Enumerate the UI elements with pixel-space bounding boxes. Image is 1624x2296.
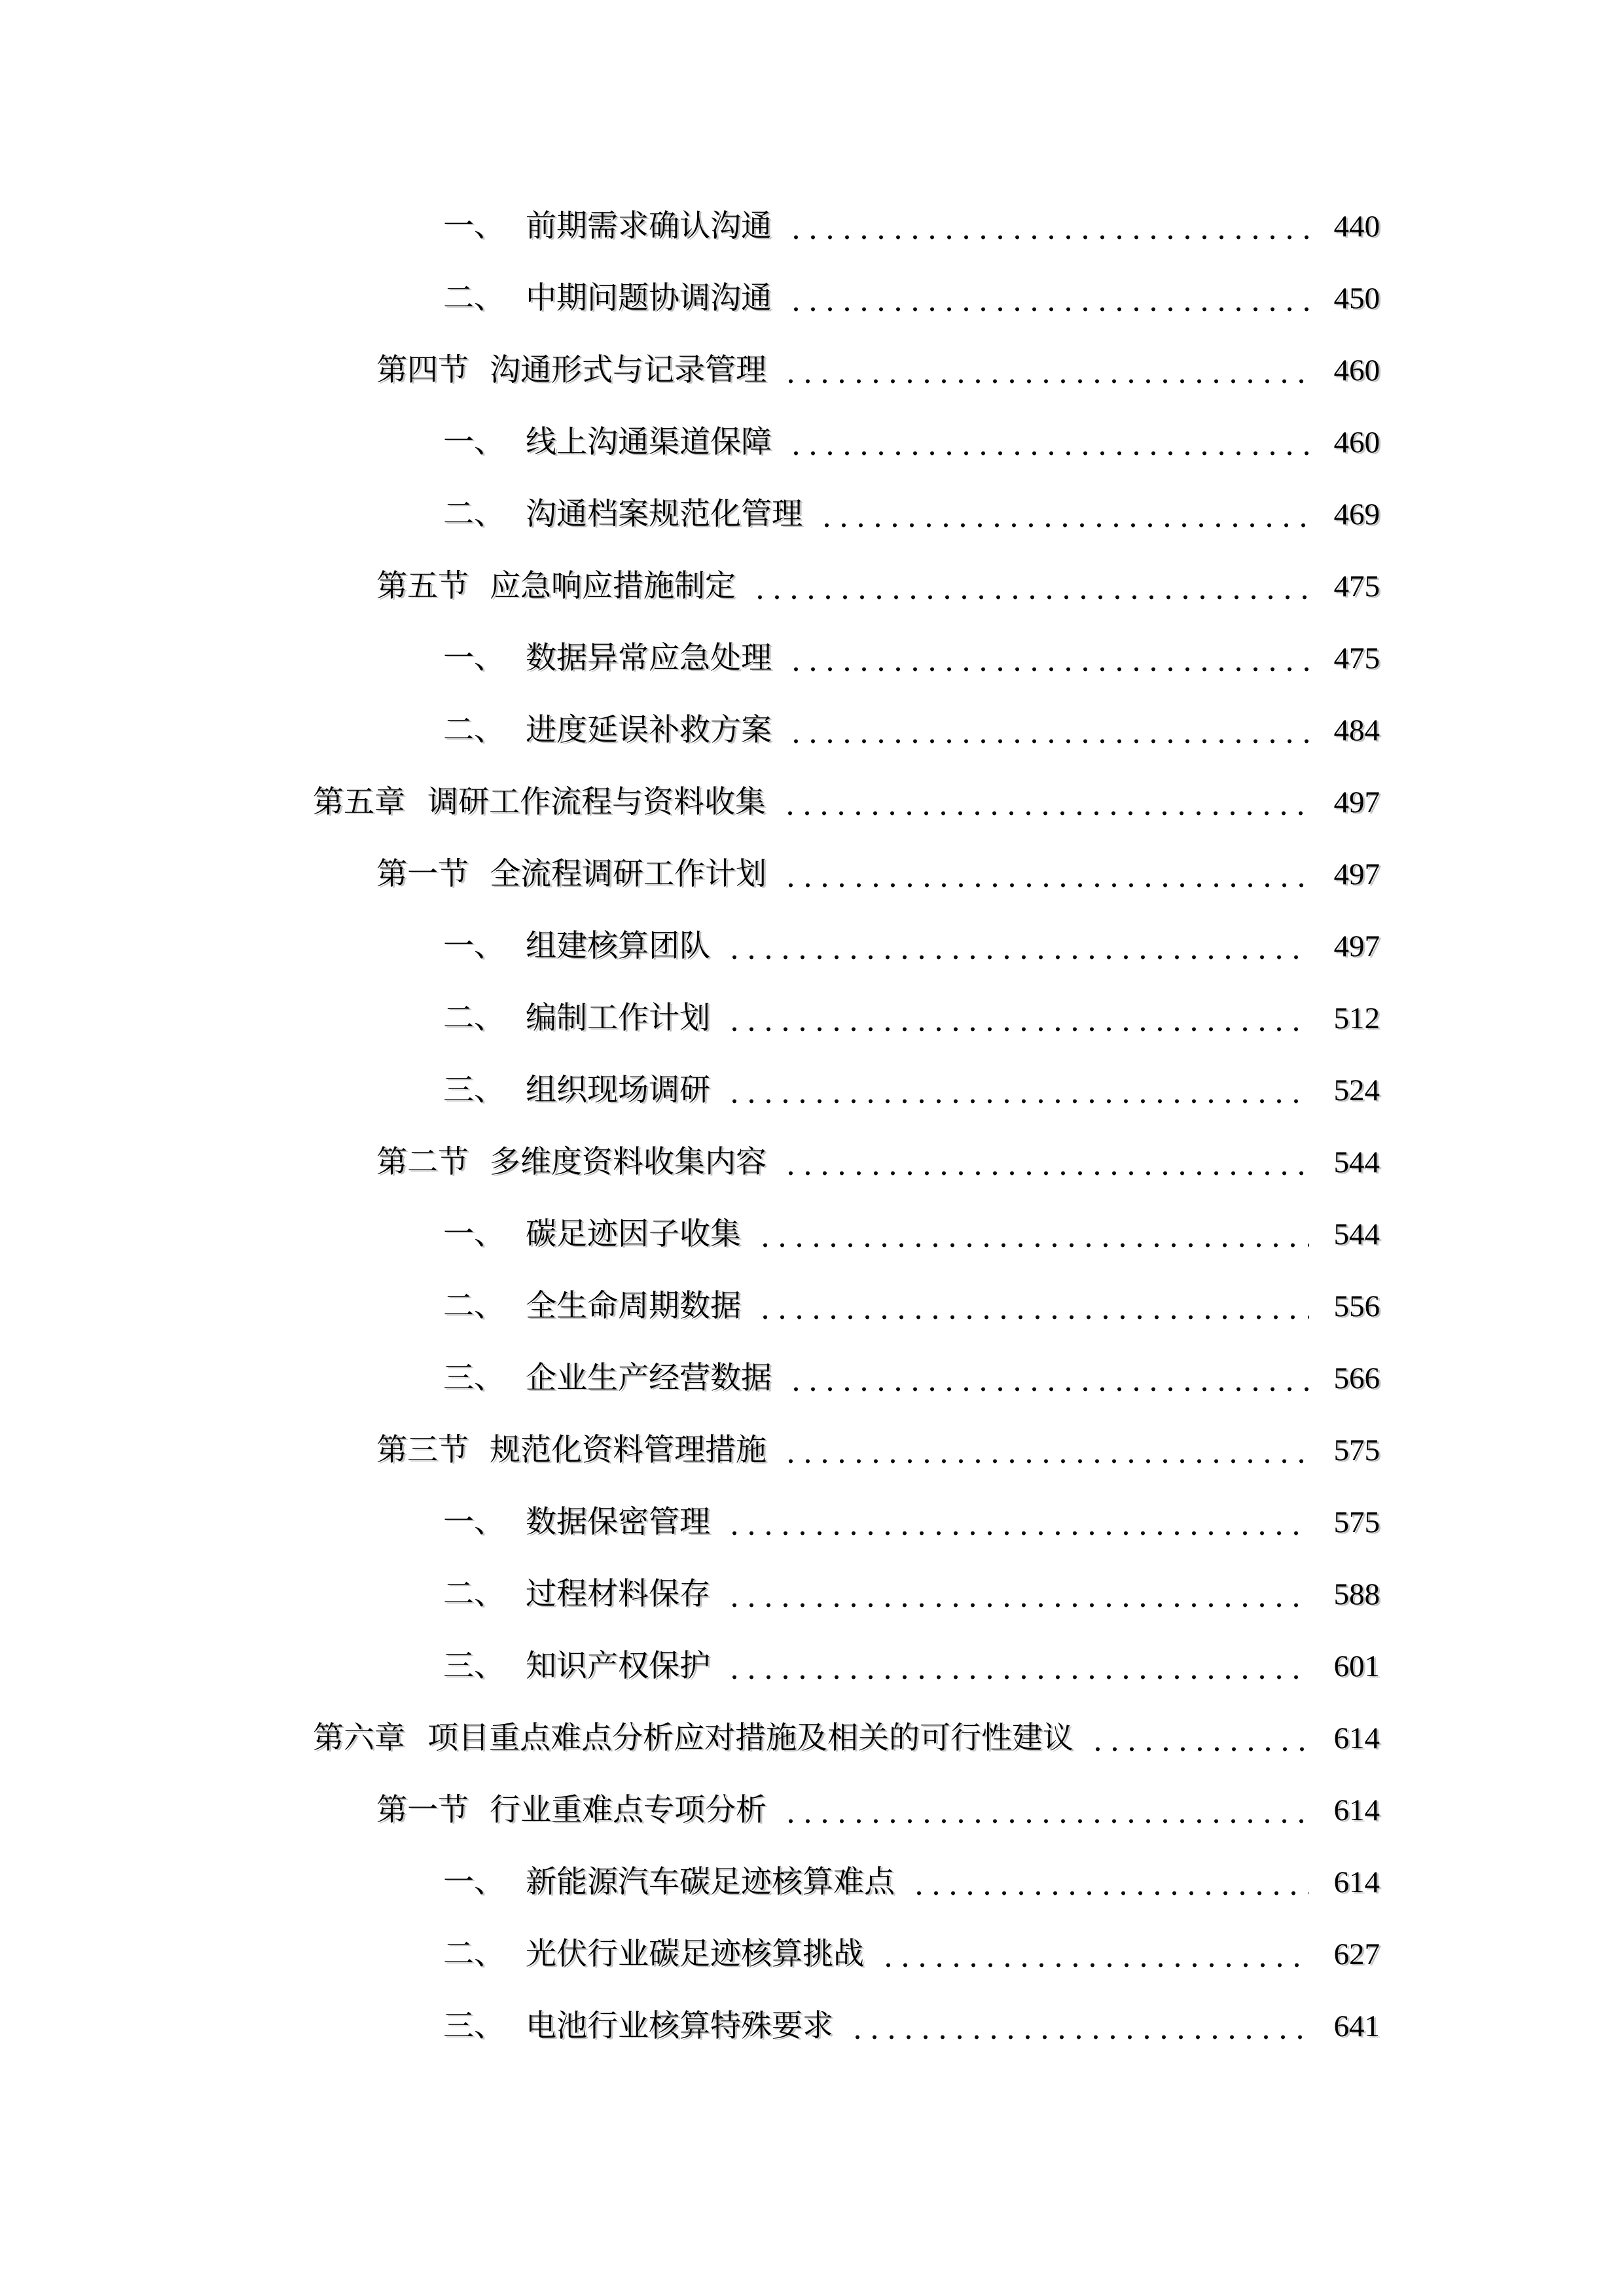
- toc-entry-label: 三、: [443, 1361, 505, 1395]
- toc-entry-label: 二、: [443, 1937, 505, 1971]
- toc-entry-page: 512: [1333, 1001, 1380, 1035]
- toc-entry[interactable]: [313, 1054, 1380, 1126]
- dot-leader-icon: [787, 715, 1309, 746]
- toc-entry[interactable]: [313, 622, 1380, 694]
- toc-entry-page: 544: [1333, 1145, 1380, 1179]
- toc-entry-label: 一、: [443, 1217, 505, 1251]
- dot-leader-icon: [726, 1651, 1309, 1682]
- toc-entry-page: 524: [1333, 1073, 1380, 1107]
- toc-entry[interactable]: [313, 910, 1380, 982]
- toc-entry[interactable]: [313, 1414, 1380, 1486]
- dot-leader-icon: [787, 1363, 1309, 1394]
- toc-entry-label: 第五节: [376, 569, 469, 603]
- toc-entry-label: 第二节: [376, 1145, 469, 1179]
- toc-entry-page: 556: [1333, 1289, 1380, 1323]
- toc-entry-label: 一、: [443, 209, 505, 243]
- toc-entry-title: 全生命周期数据: [526, 1289, 741, 1323]
- toc-entry-title: 编制工作计划: [526, 1001, 710, 1035]
- toc-entry[interactable]: [313, 1990, 1380, 2062]
- toc-entry-title: 知识产权保护: [526, 1649, 710, 1683]
- dot-leader-icon: [787, 427, 1309, 458]
- toc-entry[interactable]: [313, 838, 1380, 910]
- toc-entry-title: 中期问题协调沟通: [526, 281, 772, 315]
- toc-entry-label: 第四节: [376, 353, 469, 387]
- dot-leader-icon: [782, 355, 1309, 386]
- toc-entry-page: 484: [1333, 713, 1380, 747]
- dot-leader-icon: [782, 1147, 1309, 1178]
- toc-entry-page: 475: [1333, 569, 1380, 603]
- toc-entry-title: 新能源汽车碳足迹核算难点: [526, 1865, 895, 1899]
- toc-entry-page: 475: [1333, 641, 1380, 675]
- toc-entry-page: 440: [1333, 209, 1380, 243]
- toc-entry-title: 数据保密管理: [526, 1505, 710, 1539]
- toc-entry[interactable]: [313, 766, 1380, 838]
- toc-entry-page: 544: [1333, 1217, 1380, 1251]
- toc-entry-title: 前期需求确认沟通: [526, 209, 772, 243]
- toc-entry-label: 一、: [443, 425, 505, 459]
- toc-entry-label: 二、: [443, 1289, 505, 1323]
- toc-entry[interactable]: [313, 1486, 1380, 1558]
- toc-entry-page: 575: [1333, 1433, 1380, 1467]
- dot-leader-icon: [757, 1291, 1309, 1322]
- toc-entry-label: 第五章: [313, 785, 405, 819]
- toc-entry-title: 应急响应措施制定: [490, 569, 736, 603]
- toc-entry-title: 进度延误补救方案: [526, 713, 772, 747]
- toc-entry-title: 规范化资料管理措施: [490, 1433, 767, 1467]
- toc-entry[interactable]: [313, 262, 1380, 334]
- dot-leader-icon: [911, 1867, 1309, 1898]
- toc-entry-title: 沟通形式与记录管理: [490, 353, 767, 387]
- toc-entry-title: 碳足迹因子收集: [526, 1217, 741, 1251]
- toc-entry-title: 调研工作流程与资料收集: [427, 785, 766, 819]
- dot-leader-icon: [726, 1003, 1309, 1034]
- toc-entry-title: 多维度资料收集内容: [490, 1145, 767, 1179]
- toc-entry-label: 二、: [443, 1577, 505, 1611]
- dot-leader-icon: [782, 1795, 1309, 1826]
- dot-leader-icon: [818, 499, 1309, 530]
- toc-entry[interactable]: [313, 1342, 1380, 1414]
- dot-leader-icon: [782, 787, 1309, 818]
- toc-entry-label: 一、: [443, 1865, 505, 1899]
- toc-entry-page: 588: [1333, 1577, 1380, 1611]
- toc-entry-label: 二、: [443, 1001, 505, 1035]
- toc-entry-label: 三、: [443, 1073, 505, 1107]
- toc-entry[interactable]: [313, 478, 1380, 550]
- toc-entry-label: 二、: [443, 497, 505, 531]
- toc-entry-page: 614: [1333, 1793, 1380, 1827]
- dot-leader-icon: [726, 1507, 1309, 1538]
- toc-entry-label: 一、: [443, 929, 505, 963]
- dot-leader-icon: [787, 643, 1309, 674]
- toc-entry[interactable]: [313, 694, 1380, 766]
- toc-entry[interactable]: [313, 1126, 1380, 1198]
- toc-entry-title: 沟通档案规范化管理: [526, 497, 803, 531]
- toc-entry[interactable]: [313, 1846, 1380, 1918]
- toc-entry-title: 线上沟通渠道保障: [526, 425, 772, 459]
- toc-entry-page: 614: [1333, 1721, 1380, 1755]
- toc-entry-title: 光伏行业碳足迹核算挑战: [526, 1937, 864, 1971]
- dot-leader-icon: [880, 1939, 1309, 1970]
- toc-entry-label: 三、: [443, 1649, 505, 1683]
- toc-entry-page: 469: [1333, 497, 1380, 531]
- toc-entry-page: 641: [1333, 2009, 1380, 2043]
- dot-leader-icon: [1089, 1723, 1309, 1754]
- toc-entry[interactable]: [313, 550, 1380, 622]
- toc-entry-label: 二、: [443, 281, 505, 315]
- toc-entry[interactable]: [313, 1918, 1380, 1990]
- toc-entry-page: 614: [1333, 1865, 1380, 1899]
- toc-entry-title: 行业重难点专项分析: [490, 1793, 767, 1827]
- toc-entry-page: 497: [1333, 857, 1380, 891]
- toc-entry-title: 组织现场调研: [526, 1073, 710, 1107]
- toc-entry-label: 三、: [443, 2009, 505, 2043]
- toc-entry-label: 第三节: [376, 1433, 469, 1467]
- toc-entry[interactable]: [313, 1774, 1380, 1846]
- toc-entry-page: 627: [1333, 1937, 1380, 1971]
- toc-entry-title: 组建核算团队: [526, 929, 710, 963]
- toc-entry-label: 第一节: [376, 857, 469, 891]
- toc-entry-page: 450: [1333, 281, 1380, 315]
- dot-leader-icon: [787, 283, 1309, 314]
- toc-entry[interactable]: [313, 406, 1380, 478]
- dot-leader-icon: [726, 1579, 1309, 1610]
- toc-entry-title: 过程材料保存: [526, 1577, 710, 1611]
- toc-entry[interactable]: [313, 1630, 1380, 1702]
- dot-leader-icon: [787, 211, 1309, 242]
- toc-entry-page: 460: [1333, 353, 1380, 387]
- toc-entry-label: 一、: [443, 641, 505, 675]
- toc-entry-page: 460: [1333, 425, 1380, 459]
- toc-entry[interactable]: [313, 190, 1380, 262]
- toc-entry[interactable]: [313, 1198, 1380, 1270]
- toc-entry-page: 497: [1333, 785, 1380, 819]
- toc-entry-page: 497: [1333, 929, 1380, 963]
- toc-list: [313, 190, 1380, 2062]
- dot-leader-icon: [782, 1435, 1309, 1466]
- toc-entry-title: 全流程调研工作计划: [490, 857, 767, 891]
- toc-entry-title: 项目重点难点分析应对措施及相关的可行性建议: [427, 1721, 1074, 1755]
- dot-leader-icon: [782, 859, 1309, 890]
- toc-entry-page: 566: [1333, 1361, 1380, 1395]
- toc-entry[interactable]: [313, 1702, 1380, 1774]
- toc-entry[interactable]: [313, 1558, 1380, 1630]
- dot-leader-icon: [726, 931, 1309, 962]
- dot-leader-icon: [757, 1219, 1309, 1250]
- toc-entry-label: 第六章: [313, 1721, 405, 1755]
- toc-entry-label: 二、: [443, 713, 505, 747]
- toc-entry[interactable]: [313, 334, 1380, 406]
- toc-entry-page: 575: [1333, 1505, 1380, 1539]
- toc-entry[interactable]: [313, 982, 1380, 1054]
- dot-leader-icon: [849, 2011, 1309, 2042]
- toc-entry-title: 数据异常应急处理: [526, 641, 772, 675]
- toc-entry-title: 企业生产经营数据: [526, 1361, 772, 1395]
- toc-entry-label: 一、: [443, 1505, 505, 1539]
- toc-entry-label: 第一节: [376, 1793, 469, 1827]
- dot-leader-icon: [751, 571, 1309, 602]
- toc-entry-page: 601: [1333, 1649, 1380, 1683]
- toc-entry[interactable]: [313, 1270, 1380, 1342]
- toc-entry-title: 电池行业核算特殊要求: [526, 2009, 833, 2043]
- dot-leader-icon: [726, 1075, 1309, 1106]
